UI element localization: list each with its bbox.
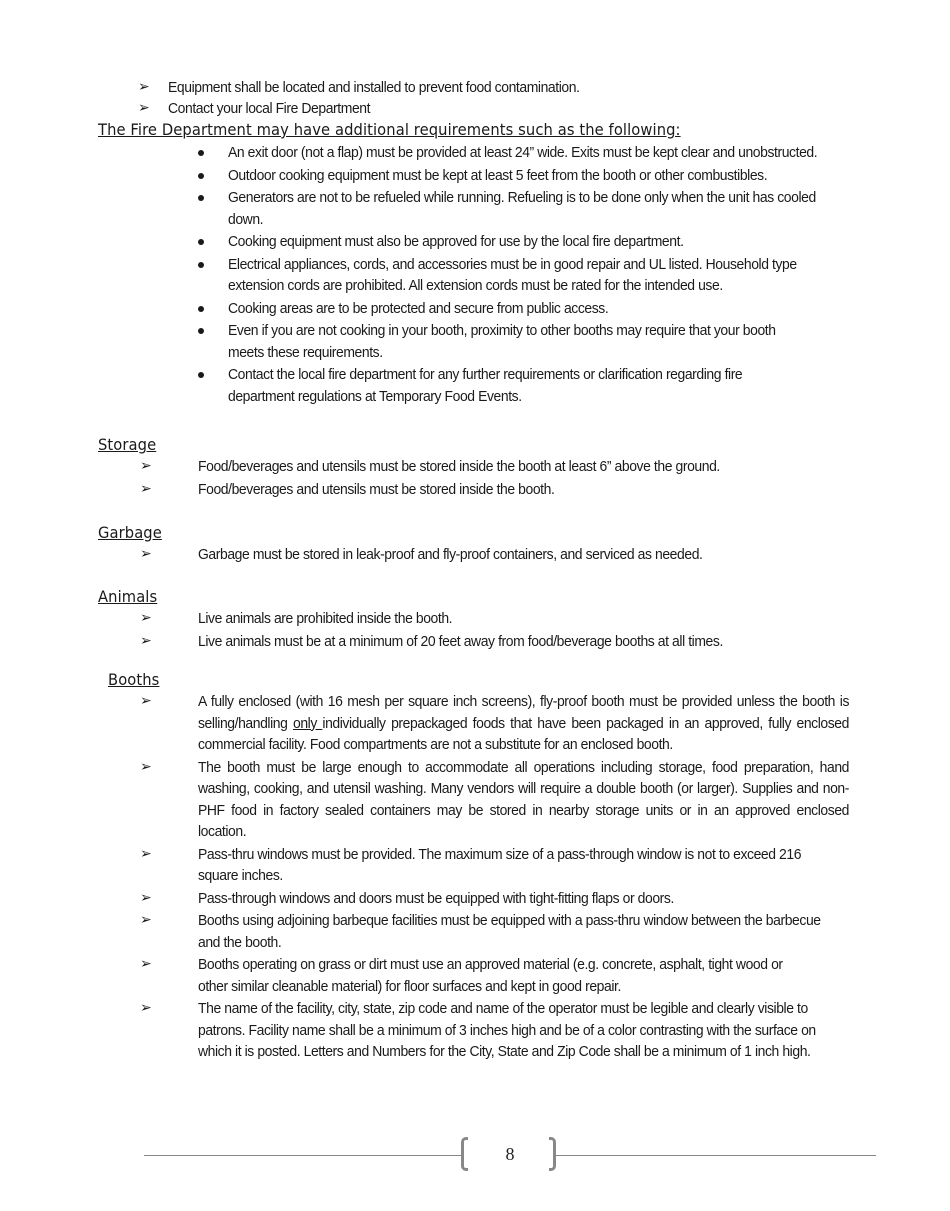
arrow-bullet-icon: ➢	[140, 845, 152, 862]
fire-department-heading: The Fire Department may have additional requirements such as the following:	[98, 120, 681, 139]
footer-rule-right	[556, 1155, 876, 1156]
list-item	[198, 231, 888, 253]
arrow-bullet-icon: ➢	[140, 480, 152, 497]
list-item	[138, 888, 898, 910]
list-item-text: Contact the local fire department for any further requirements or clarification regarding fire department regulations at Temporary Food Events.	[228, 366, 743, 405]
animals-list	[138, 608, 898, 653]
page-number-bracket-right	[549, 1137, 556, 1171]
list-item	[138, 844, 898, 887]
list-item	[138, 910, 898, 953]
list-item	[138, 77, 898, 98]
list-item-text: An exit door (not a flap) must be provided at least 24” wide. Exits must be kept clear and unobstructed.	[228, 144, 818, 161]
list-item	[198, 298, 888, 320]
animals-heading: Animals	[98, 587, 158, 606]
storage-list	[138, 456, 898, 501]
footer-rule-left	[144, 1155, 462, 1156]
list-item-text: Cooking areas are to be protected and secure from public access.	[228, 299, 609, 317]
list-item-text: Generators are not to be refueled while running. Refueling is to be done only when the unit has cooled down.	[228, 189, 816, 228]
list-item	[198, 187, 888, 230]
list-item-text: Electrical appliances, cords, and accessories must be in good repair and UL listed. Household type extension cords are prohibited. All extension cords must be rated for the intended use.	[228, 255, 797, 294]
list-item-text: Even if you are not cooking in your booth, proximity to other booths may require that your booth meets these requirements.	[228, 322, 776, 361]
list-item-text: Cooking equipment must also be approved for use by the local fire department.	[228, 233, 684, 250]
list-item	[198, 254, 888, 297]
underlined-word: only	[292, 714, 323, 732]
arrow-bullet-icon: ➢	[140, 1000, 152, 1016]
list-item	[198, 364, 888, 407]
list-item	[198, 142, 828, 164]
list-item-text: Food/beverages and utensils must be stored inside the booth at least 6” above the ground.	[198, 458, 720, 475]
dot-bullet-icon	[198, 173, 204, 179]
arrow-bullet-icon: ➢	[140, 458, 152, 474]
page-number-bracket-left	[461, 1137, 468, 1171]
dot-bullet-icon	[198, 328, 204, 334]
arrow-bullet-icon: ➢	[140, 546, 152, 562]
arrow-bullet-icon: ➢	[138, 100, 150, 116]
list-item	[138, 479, 898, 501]
list-item	[138, 757, 898, 843]
dot-bullet-icon	[198, 150, 204, 156]
garbage-heading: Garbage	[98, 523, 162, 542]
dot-bullet-icon	[198, 262, 204, 268]
dot-bullet-icon	[198, 239, 204, 245]
dot-bullet-icon	[198, 306, 204, 312]
list-item-text: The name of the facility, city, state, zip code and name of the operator must be legible and clearly visible to patrons. Facility name shall be a minimum of 3 inches high and be of a color contrasting with the surface on which it is posted. Letters and Numbers for the City, State and Zip Code shall be a minimum of 1 inch high.	[198, 1000, 816, 1060]
booths-list	[138, 691, 898, 1064]
storage-heading: Storage	[98, 435, 157, 454]
arrow-bullet-icon: ➢	[138, 79, 150, 95]
arrow-bullet-icon: ➢	[140, 889, 152, 906]
list-item	[138, 691, 898, 756]
list-item	[138, 98, 898, 119]
list-item	[138, 954, 898, 997]
list-item	[138, 998, 898, 1063]
booths-heading: Booths	[108, 670, 160, 689]
list-item-text-part: individually prepackaged foods that have been packaged in an approved, fully enclosed commercial facility. Food compartments are not a substitute for an enclosed booth.	[198, 714, 849, 753]
list-item	[138, 544, 898, 566]
list-item	[198, 320, 888, 363]
list-item-text: Live animals are prohibited inside the booth.	[198, 610, 453, 627]
list-item-text: Food/beverages and utensils must be stored inside the booth.	[198, 480, 555, 498]
dot-bullet-icon	[198, 372, 204, 378]
list-item-text: Contact your local Fire Department	[168, 100, 371, 117]
list-item-text-part: A fully enclosed (with 16 mesh per square inch screens), fly-proof booth must be provided unless the booth is selling/handling	[198, 693, 849, 732]
arrow-bullet-icon: ➢	[140, 956, 152, 972]
arrow-bullet-icon: ➢	[140, 610, 152, 626]
arrow-bullet-icon: ➢	[140, 693, 152, 709]
list-item-text: Equipment shall be located and installed to prevent food contamination.	[168, 79, 580, 96]
dot-bullet-icon	[198, 195, 204, 201]
page-number: 8	[505, 1144, 515, 1164]
arrow-bullet-icon: ➢	[140, 758, 152, 775]
list-item-text: Outdoor cooking equipment must be kept at least 5 feet from the booth or other combustibles.	[228, 166, 768, 184]
list-item-text: Pass-thru windows must be provided. The maximum size of a pass-through window is not to exceed 216 square inches.	[198, 845, 802, 884]
list-item	[138, 608, 898, 630]
arrow-bullet-icon: ➢	[140, 632, 152, 649]
top-bullet-list	[138, 77, 898, 119]
garbage-list	[138, 544, 898, 567]
list-item-text: Booths using adjoining barbeque facilities must be equipped with a pass-thru window between the barbecue and the booth.	[198, 912, 821, 951]
arrow-bullet-icon: ➢	[140, 912, 152, 928]
fire-requirements-list	[198, 142, 888, 408]
list-item-text	[198, 691, 849, 756]
list-item	[198, 165, 888, 187]
list-item	[138, 631, 898, 653]
list-item	[138, 456, 898, 478]
list-item-text: Live animals must be at a minimum of 20 feet away from food/beverage booths at all times.	[198, 632, 723, 650]
list-item-text: Booths operating on grass or dirt must use an approved material (e.g. concrete, asphalt, tight wood or other similar cleanable material) for floor surfaces and kept in good repair.	[198, 956, 783, 995]
list-item-text: Pass-through windows and doors must be equipped with tight-fitting flaps or doors.	[198, 889, 674, 907]
list-item-text: Garbage must be stored in leak-proof and fly-proof containers, and serviced as needed.	[198, 546, 703, 563]
list-item-text: The booth must be large enough to accommodate all operations including storage, food preparation, hand washing, cooking, and utensil washing. Many vendors will require a double booth (or larger). Supplies and non-PHF food in factory sealed containers may be stored in nearby storage units or in an approved enclosed location.	[198, 758, 849, 840]
